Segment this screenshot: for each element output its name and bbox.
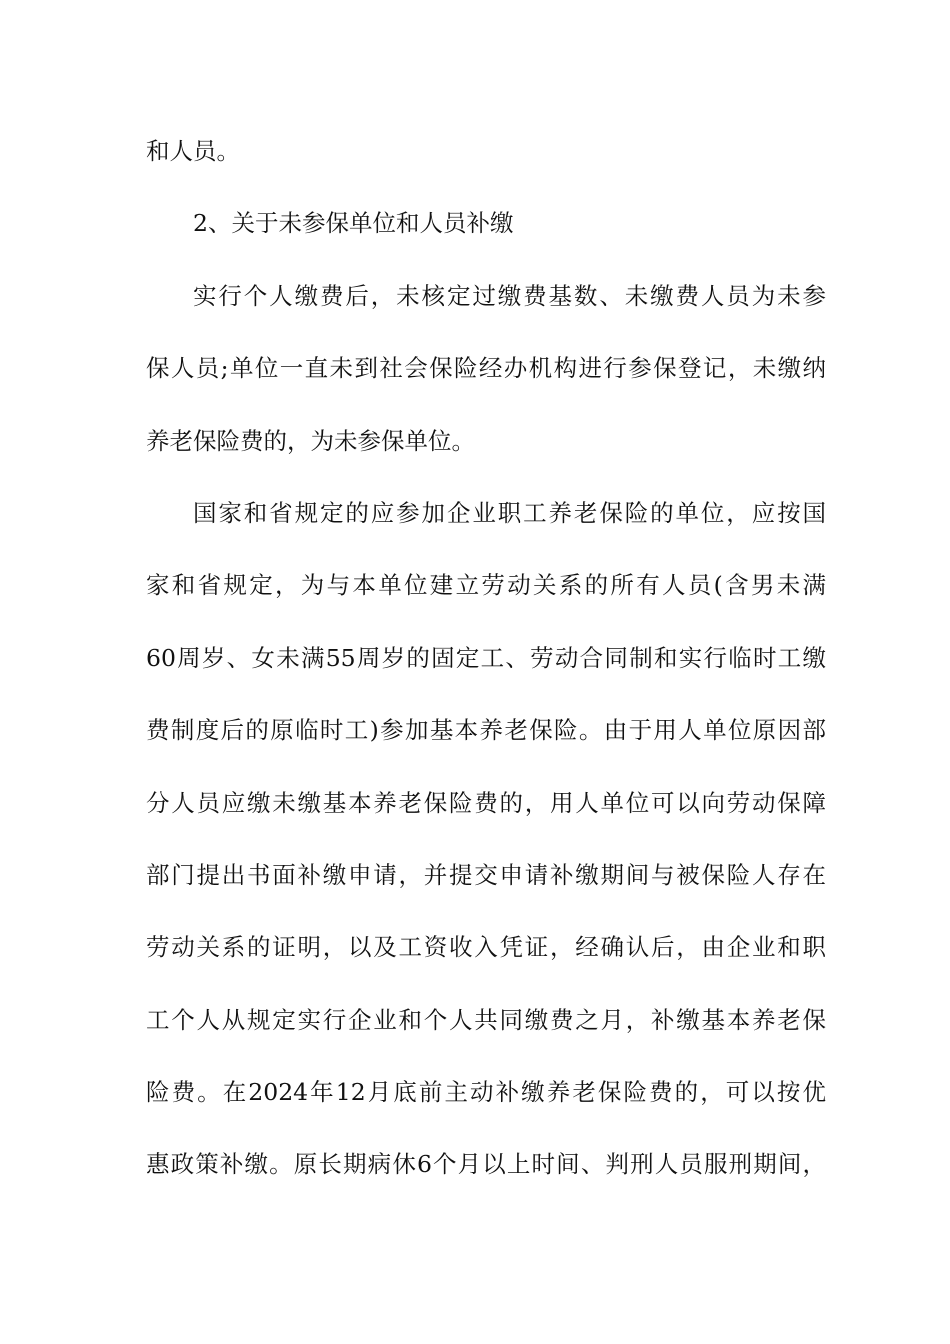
paragraph-line: 家和省规定，为与本单位建立劳动关系的所有人员(含男未满: [146, 571, 826, 600]
paragraph-line: 费制度后的原临时工)参加基本养老保险。由于用人单位原因部: [146, 716, 826, 745]
paragraph-line: 和人员。: [146, 137, 240, 165]
paragraph-line: 劳动关系的证明，以及工资收入凭证，经确认后，由企业和职: [146, 933, 826, 962]
paragraph-line: 工个人从规定实行企业和个人共同缴费之月，补缴基本养老保: [146, 1005, 826, 1034]
paragraph-line: 保人员;单位一直未到社会保险经办机构进行参保登记，未缴纳: [146, 354, 826, 383]
paragraph-line: 险费。在2024年12月底前主动补缴养老保险费的，可以按优: [146, 1078, 826, 1107]
paragraph-line: 养老保险费的，为未参保单位。: [146, 426, 475, 455]
section-heading: 2、关于未参保单位和人员补缴: [193, 209, 514, 238]
paragraph-line: 部门提出书面补缴申请，并提交申请补缴期间与被保险人存在: [146, 860, 826, 889]
paragraph-line: 国家和省规定的应参加企业职工养老保险的单位，应按国: [193, 498, 826, 527]
paragraph-line: 惠政策补缴。原长期病休6个月以上时间、判刑人员服刑期间，: [146, 1150, 826, 1179]
paragraph-line: 分人员应缴未缴基本养老保险费的，用人单位可以向劳动保障: [146, 788, 826, 817]
document-body: [146, 128, 826, 1214]
paragraph-line: 60周岁、女未满55周岁的固定工、劳动合同制和实行临时工缴: [146, 643, 826, 672]
paragraph-line: 实行个人缴费后，未核定过缴费基数、未缴费人员为未参: [193, 281, 826, 310]
